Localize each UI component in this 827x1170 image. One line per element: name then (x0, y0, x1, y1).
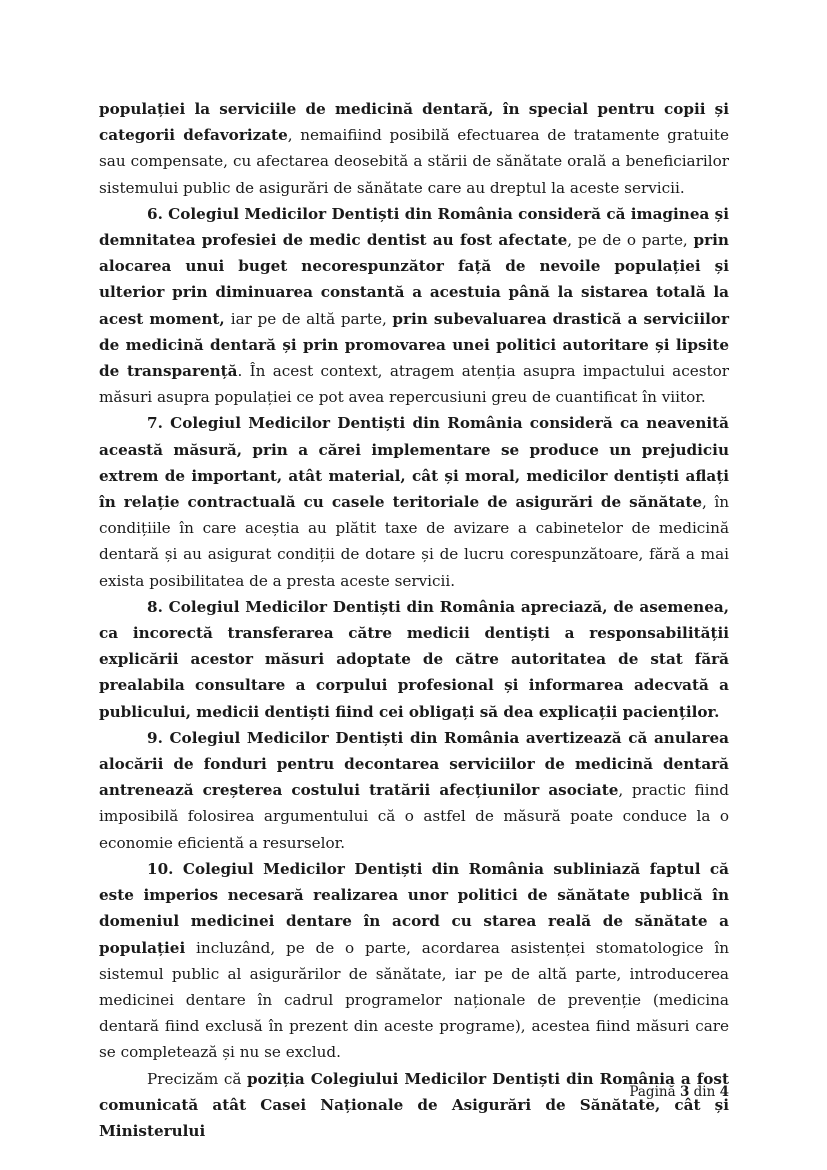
paragraph-5 (99, 856, 729, 1066)
paragraph-6-segment: poziția Colegiului Medicilor Dentiști din România a fost comunicată atât Casei Naționale de Asigurări de Sănătate, cât și Ministerului (99, 1069, 729, 1140)
paragraph-0-segment: , nemaifiind posibilă efectuarea de tratamente gratuite sau compensate, cu afectarea deosebită a stării de sănătate orală a beneficiarilor sistemului public de asigurări de sănătate care au dreptul la aceste servicii. (99, 126, 730, 197)
paragraph-0 (99, 96, 729, 201)
paragraph-1-segment: prin subevaluarea drastică a serviciilor de medicină dentară și prin promovarea unei politici autoritare și lipsite de transparență (99, 309, 729, 381)
paragraph-4-segment: , practic fiind imposibilă folosirea argumentului că o astfel de măsură poate conduce la o economie eficientă a resurselor. (99, 781, 730, 852)
paragraph-0-segment: populației la serviciile de medicină dentară, în special pentru copii și categorii (99, 100, 729, 145)
paragraph-2-segment: , în condițiile în care aceștia au plătit taxe de avizare a cabinetelor de medicină dentară și au asigurat condiții de dotare și de lucru corespunzătoare, fără a mai exista posibilitatea de a presta aceste servicii. (99, 493, 730, 590)
paragraph-4-segment: 9. Colegiul Medicilor Dentiști din România avertizează că anularea alocării de fonduri pentru decontarea serviciilor de medicină dentară antrenează creșterea costului tratării afecțiunilor asociate (99, 728, 729, 800)
footer-current-page: 3 (679, 1084, 690, 1100)
paragraph-4 (99, 725, 729, 856)
paragraph-5-segment: incluzând, pe de o parte, acordarea asistenței stomatologice în sistemul public al asigurărilor de sănătate, iar pe de altă parte, introducerea medicinei dentare în cadrul programelor naționale de prevenție (medicina dentară fiind exclusă în prezent din aceste programe), acestea fiind măsuri care se completează și nu se exclud. (99, 938, 729, 1062)
paragraph-0-segment: defavorizate (183, 126, 288, 145)
paragraph-6 (99, 1066, 729, 1145)
paragraph-2-segment: 7. Colegiul Medicilor Dentiști din România consideră ca neavenită această măsură, prin a cărei implementare se produce un prejudiciu extrem de important, atât material, cât și moral, medicilor dentiști aflați în relație contractuală cu casele teritoriale de asigurări de sănătate (99, 414, 729, 512)
footer-total-pages: 4 (719, 1084, 729, 1100)
paragraph-1-segment: necorespunzător față de nevoile populației și ulterior prin diminuarea constantă a acestuia până la sistarea totală la acest moment, (99, 257, 729, 328)
page-footer (629, 1082, 729, 1102)
paragraph-6-segment: Precizăm că (147, 1069, 247, 1088)
paragraph-3-segment: 8. Colegiul Medicilor Dentiști din România apreciază, de asemenea, ca incorectă transferarea către medicii dentiști a responsabilității explicării acestor măsuri adoptate de către autoritatea de stat fără prealabila consultare a corpului profesional și informarea adecvată a publicului, medicii dentiști fiind cei obligați să dea explicații pacienților. (99, 597, 729, 721)
paragraph-1 (99, 201, 729, 411)
paragraph-5-segment: 10. Colegiul Medicilor Dentiști din România subliniază faptul că este imperios necesară realizarea unor politici de sănătate publică în domeniul medicinei dentare în acord cu starea reală de sănătate a populației (99, 859, 729, 957)
footer-prefix: Pagină (629, 1084, 680, 1100)
footer-middle: din (689, 1084, 720, 1100)
document-body (99, 96, 729, 1144)
paragraph-3 (99, 594, 729, 725)
paragraph-1-segment: . În acest context, atragem atenția asupra impactului acestor măsuri asupra populației ce pot avea repercusiuni greu de cuantificat în viitor. (99, 362, 729, 407)
paragraph-1-segment: prin alocarea unui buget (99, 231, 729, 276)
paragraph-1-segment: iar pe de altă parte, (230, 309, 393, 328)
paragraph-2 (99, 410, 729, 593)
paragraph-1-segment: , pe de o parte, (567, 231, 694, 250)
paragraph-1-segment: 6. Colegiul Medicilor Dentiști din România consideră că imaginea și demnitatea profesiei de medic dentist au fost afectate (99, 204, 729, 250)
